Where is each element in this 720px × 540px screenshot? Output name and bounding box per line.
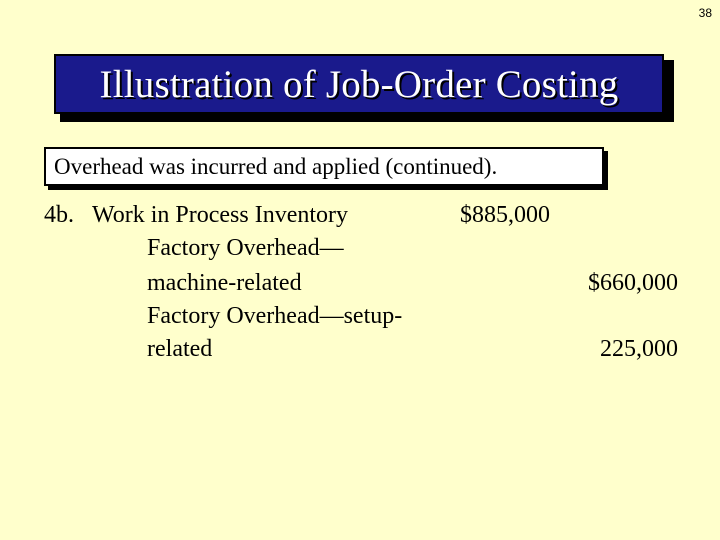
credit-account-2-line-2: related [147, 336, 213, 362]
credit-account-1-line-1: Factory Overhead— [147, 235, 344, 261]
slide-title: Illustration of Job-Order Costing [99, 62, 619, 106]
credit-amount-1: $660,000 [588, 270, 678, 296]
credit-amount-2: 225,000 [600, 336, 678, 362]
slide-subtitle: Overhead was incurred and applied (continued). [54, 153, 498, 179]
slide-number: 38 [698, 6, 712, 20]
debit-amount: $885,000 [460, 202, 550, 228]
credit-account-2-line-1: Factory Overhead—setup- [147, 303, 403, 329]
credit-account-1-line-2: machine-related [147, 270, 302, 296]
debit-account: Work in Process Inventory [92, 202, 349, 228]
title-banner [54, 54, 664, 114]
entry-label: 4b. [44, 202, 74, 228]
subtitle-box [44, 147, 604, 186]
